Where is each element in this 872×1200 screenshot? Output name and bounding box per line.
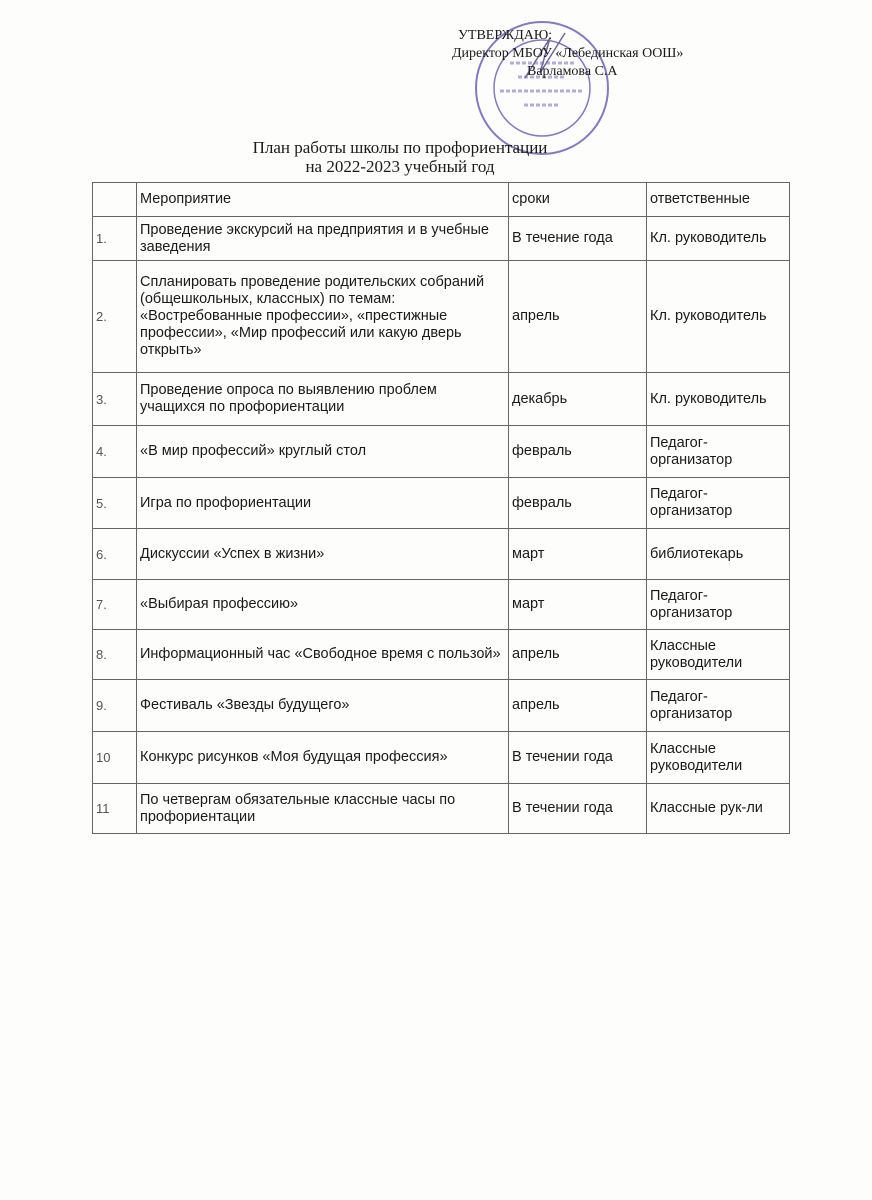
table-row — [93, 680, 790, 732]
table-row — [93, 529, 790, 580]
row-date: февраль — [509, 426, 647, 478]
row-responsible: Кл. руководитель — [647, 373, 790, 426]
row-event: Фестиваль «Звезды будущего» — [137, 680, 509, 732]
row-number: 4. — [93, 426, 137, 478]
row-number: 7. — [93, 580, 137, 630]
row-responsible: Педагог-организатор — [647, 580, 790, 630]
table-row — [93, 732, 790, 784]
row-event: Игра по профориентации — [137, 478, 509, 529]
row-responsible: Педагог-организатор — [647, 426, 790, 478]
approval-director: Директор МБОУ «Лебединская ООШ» — [452, 46, 684, 61]
table-row — [93, 630, 790, 680]
row-responsible: Классные руководители — [647, 732, 790, 784]
approval-signatory: Варламова С.А — [527, 64, 618, 79]
table-row — [93, 580, 790, 630]
row-responsible: Классные рук-ли — [647, 784, 790, 834]
row-date: В течение года — [509, 217, 647, 261]
row-number: 2. — [93, 261, 137, 373]
row-date: апрель — [509, 261, 647, 373]
row-responsible: Кл. руководитель — [647, 217, 790, 261]
row-event: По четвергам обязательные классные часы по профориентации — [137, 784, 509, 834]
header-responsible: ответственные — [647, 183, 790, 217]
row-number: 5. — [93, 478, 137, 529]
row-responsible: Классные руководители — [647, 630, 790, 680]
row-responsible: Педагог-организатор — [647, 478, 790, 529]
row-date: март — [509, 580, 647, 630]
row-number: 9. — [93, 680, 137, 732]
table-row — [93, 784, 790, 834]
row-date: апрель — [509, 680, 647, 732]
row-number: 11 — [93, 784, 137, 834]
row-responsible: Кл. руководитель — [647, 261, 790, 373]
table-row — [93, 373, 790, 426]
row-date: декабрь — [509, 373, 647, 426]
plan-table — [92, 182, 790, 834]
row-number: 10 — [93, 732, 137, 784]
row-event: Проведение опроса по выявлению проблем учащихся по профориентации — [137, 373, 509, 426]
row-event: Информационный час «Свободное время с пользой» — [137, 630, 509, 680]
row-date: апрель — [509, 630, 647, 680]
document-subtitle: на 2022-2023 учебный год — [305, 157, 495, 176]
row-responsible: Педагог-организатор — [647, 680, 790, 732]
header-date: сроки — [509, 183, 647, 217]
document-title: План работы школы по профориентации — [252, 138, 548, 157]
header-event: Мероприятие — [137, 183, 509, 217]
table-row — [93, 426, 790, 478]
row-date: март — [509, 529, 647, 580]
row-event: «В мир профессий» круглый стол — [137, 426, 509, 478]
row-event: Спланировать проведение родительских собраний (общешкольных, классных) по темам: «Востребованные профессии», «престижные профессии», «Мир профессий или какую дверь открыть» — [137, 261, 509, 373]
header-number — [93, 183, 137, 217]
row-event: Конкурс рисунков «Моя будущая профессия» — [137, 732, 509, 784]
row-number: 8. — [93, 630, 137, 680]
table-header-row — [93, 183, 790, 217]
row-number: 3. — [93, 373, 137, 426]
table-row — [93, 217, 790, 261]
row-event: «Выбирая профессию» — [137, 580, 509, 630]
row-date: февраль — [509, 478, 647, 529]
table-row — [93, 478, 790, 529]
row-event: Дискуссии «Успех в жизни» — [137, 529, 509, 580]
row-responsible: библиотекарь — [647, 529, 790, 580]
table-row — [93, 261, 790, 373]
approval-heading: УТВЕРЖДАЮ: — [458, 28, 553, 43]
row-number: 1. — [93, 217, 137, 261]
row-date: В течении года — [509, 732, 647, 784]
row-date: В течении года — [509, 784, 647, 834]
row-number: 6. — [93, 529, 137, 580]
row-event: Проведение экскурсий на предприятия и в учебные заведения — [137, 217, 509, 261]
